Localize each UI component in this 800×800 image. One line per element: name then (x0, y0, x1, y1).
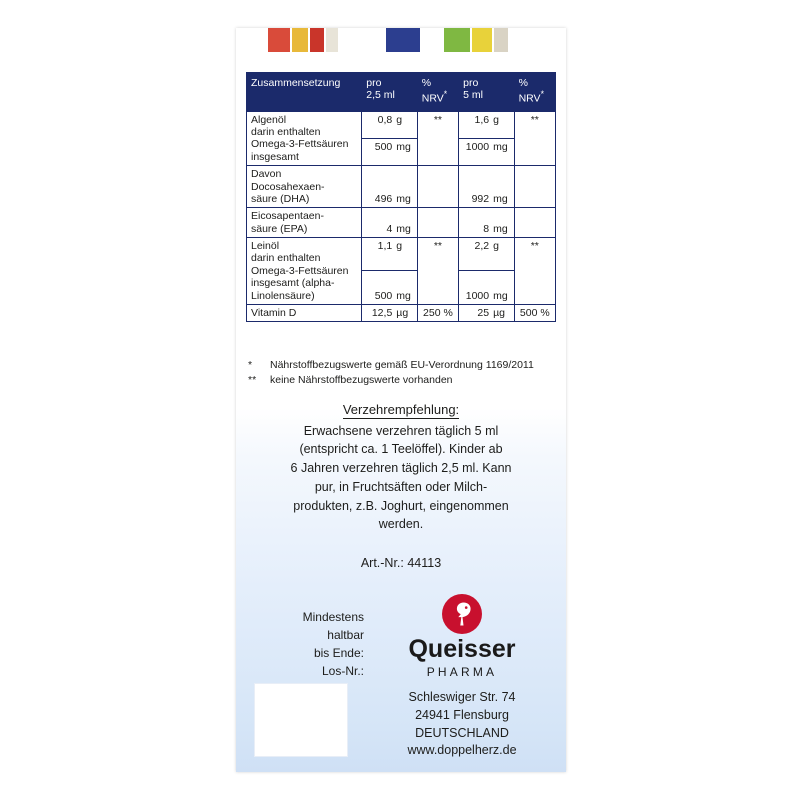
advice-line: Erwachsene verzehren täglich 5 ml (303, 423, 499, 438)
header-nrv-2-line1: % (518, 77, 528, 89)
header-per-5ml (459, 73, 514, 112)
advice-line: produkten, z.B. Joghurt, eingenommen (293, 498, 509, 513)
table-row (247, 304, 556, 321)
cell-nrv (514, 166, 555, 208)
table-footnotes (248, 358, 558, 388)
cell-value: 500 mg (362, 138, 417, 165)
best-before-line: bis Ende: (313, 646, 364, 660)
best-before-block (254, 608, 364, 680)
cell-nrv (417, 208, 458, 238)
lot-number-blank-box (254, 683, 348, 757)
footnote-1-mark: * (248, 359, 253, 371)
cell-value: 500 mg (362, 271, 417, 304)
cell-value: 1000 mg (459, 138, 514, 165)
row-name-algenoel: Algenöl darin enthalten Omega-3-Fettsäuren insgesamt (247, 111, 362, 166)
top-strip-block-2 (310, 28, 324, 52)
queisser-swan-logo-icon (442, 594, 482, 634)
cell-nrv: ** (417, 238, 458, 305)
cell-nrv: ** (417, 111, 458, 166)
header-nrv-2-sup: * (540, 89, 544, 100)
footnote-2 (248, 373, 558, 388)
cell-value: 496 mg (362, 166, 417, 208)
header-nrv-1-line1: % (421, 77, 432, 89)
footnote-2-mark: ** (248, 374, 257, 387)
cell-nrv: 500 % (514, 304, 555, 321)
cell-value: 1,6 g (459, 111, 514, 138)
manufacturer-block (366, 594, 558, 760)
advice-line: 6 Jahren verzehren täglich 2,5 ml. Kann (290, 461, 512, 475)
cell-value: 4 mg (362, 208, 417, 238)
cell-nrv: 250 % (417, 304, 458, 321)
header-nrv-1-sup: * (443, 89, 448, 100)
header-per-5ml-line2: 5 ml (463, 89, 483, 102)
lot-number-label: Los-Nr.: (321, 664, 364, 678)
consumption-advice (261, 400, 541, 534)
top-strip-block-7 (472, 28, 492, 52)
product-package (236, 28, 566, 772)
package-top-strip (236, 28, 566, 56)
nutrition-table-header (247, 73, 556, 112)
cell-nrv: ** (514, 111, 555, 166)
nutrition-table (246, 72, 556, 322)
website-url: www.doppelherz.de (407, 743, 517, 758)
header-composition-label: Zusammensetzung (251, 77, 341, 89)
table-row (247, 111, 556, 138)
cell-value: 0,8 g (362, 111, 417, 138)
cell-value: 12,5 µg (362, 304, 417, 321)
cell-value: 1000 mg (459, 271, 514, 304)
header-nrv-2-line2: NRV* (518, 89, 544, 105)
footnote-2-text: keine Nährstoffbezugswerte vorhanden (270, 374, 453, 387)
advice-line: pur, in Fruchtsäften oder Milch- (314, 479, 488, 494)
header-per-2-5ml (362, 73, 417, 112)
row-name-epa: Eicosapentaen- säure (EPA) (247, 208, 362, 238)
brand-subtitle: PHARMA (426, 665, 498, 679)
header-per-2-5ml-line1: pro (366, 77, 382, 89)
top-strip-block-8 (494, 28, 508, 52)
table-header-row (247, 73, 556, 112)
advice-line: werden. (378, 517, 424, 532)
article-number: Art.-Nr.: 44113 (360, 556, 442, 570)
top-strip-block-3 (326, 28, 338, 52)
address-line: DEUTSCHLAND (415, 725, 509, 740)
top-strip-block-0 (268, 28, 290, 52)
brand-name: Queisser (408, 635, 516, 663)
header-nrv-2 (514, 73, 555, 112)
row-name-dha: Davon Docosahexaen- säure (DHA) (247, 166, 362, 208)
footnote-1-text: Nährstoffbezugswerte gemäß EU-Verordnung 1169/2011 (270, 359, 534, 371)
best-before-line: Mindestens (302, 610, 364, 624)
best-before-line: haltbar (327, 628, 364, 642)
top-strip-block-6 (444, 28, 470, 52)
cell-value: 8 mg (459, 208, 514, 238)
cell-value: 1,1 g (362, 238, 417, 271)
top-strip-block-5 (420, 28, 426, 52)
cell-nrv: ** (514, 238, 555, 305)
header-nrv-1-line2: NRV* (421, 89, 448, 105)
top-strip-block-4 (386, 28, 420, 52)
table-row (247, 238, 556, 271)
header-nrv-1 (417, 73, 458, 112)
address-line: 24941 Flensburg (415, 707, 509, 722)
address-line: Schleswiger Str. 74 (408, 690, 516, 704)
header-composition (247, 73, 362, 112)
header-per-5ml-line1: pro (463, 77, 479, 89)
cell-value: 2,2 g (459, 238, 514, 271)
advice-line: (entspricht ca. 1 Teelöffel). Kinder ab (299, 442, 503, 457)
footnote-1 (248, 358, 558, 373)
cell-value: 992 mg (459, 166, 514, 208)
cell-nrv (514, 208, 555, 238)
cell-value: 25 µg (459, 304, 514, 321)
top-strip-block-1 (292, 28, 308, 52)
consumption-advice-title: Verzehrempfehlung: (342, 402, 460, 417)
row-name-leinoel: Leinöl darin enthalten Omega-3-Fettsäuren insgesamt (alpha- Linolensäure) (247, 238, 362, 305)
table-row (247, 208, 556, 238)
row-name-vitamin-d: Vitamin D (247, 304, 362, 321)
cell-nrv (417, 166, 458, 208)
nutrition-table-body (247, 111, 556, 322)
table-row (247, 166, 556, 208)
header-per-2-5ml-line2: 2,5 ml (366, 89, 395, 102)
